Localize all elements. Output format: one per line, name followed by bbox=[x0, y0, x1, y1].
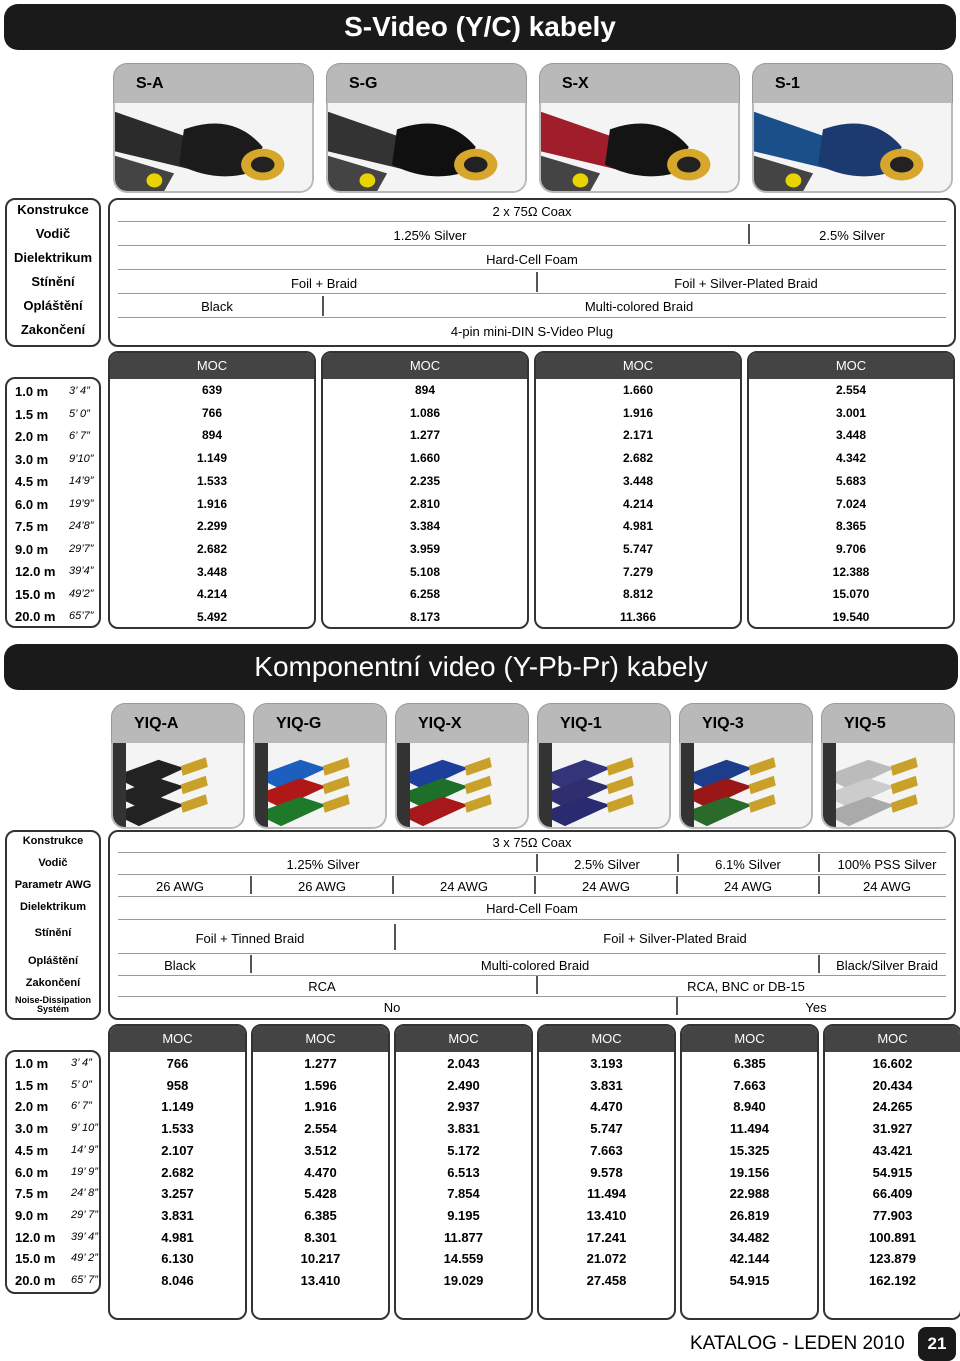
length-imperial: 39’ 4” bbox=[71, 1230, 98, 1243]
price-cell: 27.458 bbox=[586, 1273, 627, 1288]
svideo-vodic-b: 2.5% Silver bbox=[819, 228, 885, 243]
price-cell: 2.682 bbox=[161, 1164, 194, 1180]
price-cell: 15.070 bbox=[832, 587, 870, 602]
price-cell: 13.410 bbox=[300, 1273, 341, 1288]
price-cell: 16.602 bbox=[872, 1056, 913, 1071]
price-cell: 11.494 bbox=[729, 1121, 770, 1137]
length-imperial: 49’2” bbox=[69, 587, 94, 600]
price-cell: 19.029 bbox=[443, 1273, 484, 1288]
length-imperial: 6’ 7” bbox=[69, 430, 90, 442]
component-awg-cell: 24 AWG bbox=[863, 879, 911, 894]
price-cell: 100.891 bbox=[869, 1229, 916, 1245]
cv-tab-4 bbox=[679, 703, 813, 743]
price-cell: 4.470 bbox=[590, 1099, 623, 1115]
price-cell: 14.559 bbox=[443, 1251, 484, 1267]
cv-tab-0 bbox=[111, 703, 245, 743]
sv-tab-2 bbox=[539, 63, 740, 103]
length-metric: 1.5 m bbox=[15, 406, 49, 422]
length-imperial: 14’9” bbox=[69, 475, 94, 487]
sv-product-name: S-G bbox=[349, 75, 378, 92]
rca-connector-image bbox=[681, 743, 811, 827]
price-cell: 766 bbox=[166, 1056, 189, 1071]
page-number-badge bbox=[918, 1327, 956, 1361]
price-cell: 2.937 bbox=[447, 1099, 480, 1115]
spec-label: Konstrukce bbox=[22, 835, 84, 847]
component-spec-labels bbox=[5, 830, 101, 1020]
price-cell: 1.916 bbox=[622, 405, 654, 420]
price-cell: 10.217 bbox=[300, 1251, 341, 1267]
price-cell: 54.915 bbox=[729, 1273, 770, 1288]
sv-product-photo-3 bbox=[752, 103, 953, 193]
cv-tab-3 bbox=[537, 703, 671, 743]
price-cell: 4.981 bbox=[161, 1229, 194, 1245]
cv-product-photo-1 bbox=[253, 743, 387, 829]
moc-header: MOC bbox=[110, 1026, 245, 1052]
sv-product-photo-2 bbox=[539, 103, 740, 193]
price-cell: 6.130 bbox=[161, 1251, 194, 1267]
price-cell: 11.494 bbox=[586, 1186, 627, 1202]
price-cell: 8.301 bbox=[304, 1229, 337, 1245]
price-cell: 2.107 bbox=[161, 1142, 194, 1158]
price-cell: 1.596 bbox=[304, 1077, 337, 1093]
spec-label: Opláštění bbox=[23, 298, 83, 313]
price-cell: 11.366 bbox=[619, 610, 657, 624]
component-noise-b: Yes bbox=[805, 1000, 827, 1015]
cv-product-photo-5 bbox=[821, 743, 955, 829]
price-cell: 8.940 bbox=[733, 1099, 766, 1115]
length-metric: 9.0 m bbox=[15, 541, 49, 557]
svideo-spec-box bbox=[108, 198, 956, 347]
cv-product-name: YIQ-A bbox=[134, 715, 179, 732]
length-metric: 6.0 m bbox=[15, 496, 49, 512]
price-cell: 3.001 bbox=[835, 405, 867, 420]
price-cell: 1.149 bbox=[196, 451, 228, 466]
price-cell: 20.434 bbox=[872, 1077, 913, 1093]
price-cell: 2.299 bbox=[196, 519, 228, 534]
price-cell: 5.747 bbox=[622, 541, 654, 556]
price-cell: 894 bbox=[201, 428, 223, 443]
svideo-price-column-1 bbox=[321, 351, 529, 629]
price-cell: 3.831 bbox=[161, 1207, 194, 1223]
price-cell: 5.428 bbox=[304, 1186, 337, 1202]
rca-connector-image bbox=[113, 743, 243, 827]
price-cell: 1.660 bbox=[409, 451, 441, 466]
sv-product-name: S-X bbox=[562, 75, 589, 92]
price-cell: 5.492 bbox=[196, 610, 228, 624]
price-cell: 7.279 bbox=[622, 564, 654, 579]
price-cell: 7.854 bbox=[447, 1186, 480, 1202]
moc-header: MOC bbox=[110, 353, 314, 379]
length-metric: 3.0 m bbox=[15, 1121, 49, 1137]
spec-label: Zakončení bbox=[20, 322, 86, 337]
price-cell: 2.810 bbox=[409, 496, 441, 511]
length-imperial: 3’ 4” bbox=[69, 385, 90, 397]
component-price-column-0 bbox=[108, 1024, 247, 1320]
component-spec-box bbox=[108, 830, 956, 1020]
length-metric: 15.0 m bbox=[15, 1251, 56, 1267]
cv-product-photo-3 bbox=[537, 743, 671, 829]
sv-tab-3 bbox=[752, 63, 953, 103]
price-cell: 11.877 bbox=[443, 1229, 484, 1245]
length-imperial: 24’ 8” bbox=[71, 1187, 98, 1200]
price-cell: 3.831 bbox=[590, 1077, 623, 1093]
cv-product-name: YIQ-1 bbox=[560, 715, 602, 732]
length-imperial: 29’ 7” bbox=[71, 1208, 98, 1221]
price-cell: 958 bbox=[166, 1077, 189, 1093]
price-cell: 7.663 bbox=[733, 1077, 766, 1093]
price-cell: 43.421 bbox=[872, 1142, 913, 1158]
svideo-lengths bbox=[5, 377, 101, 628]
cv-tab-5 bbox=[821, 703, 955, 743]
svideo-price-column-2 bbox=[534, 351, 742, 629]
component-zakonceni-b: RCA, BNC or DB-15 bbox=[687, 979, 805, 994]
price-cell: 6.513 bbox=[447, 1164, 480, 1180]
price-cell: 54.915 bbox=[872, 1164, 913, 1180]
price-cell: 3.448 bbox=[196, 564, 228, 579]
price-cell: 8.173 bbox=[409, 610, 441, 624]
spec-label: Zakončení bbox=[25, 977, 81, 989]
price-cell: 5.683 bbox=[835, 473, 867, 488]
svideo-zakonceni: 4-pin mini-DIN S-Video Plug bbox=[450, 324, 614, 339]
length-imperial: 5’ 0” bbox=[69, 407, 90, 420]
price-cell: 3.193 bbox=[590, 1056, 623, 1071]
price-cell: 9.706 bbox=[835, 541, 867, 556]
length-imperial: 65’ 7” bbox=[71, 1274, 98, 1286]
price-cell: 1.916 bbox=[304, 1099, 337, 1115]
price-cell: 7.663 bbox=[590, 1142, 623, 1158]
price-cell: 6.385 bbox=[304, 1207, 337, 1223]
component-awg-cell: 26 AWG bbox=[298, 879, 346, 894]
component-price-column-4 bbox=[680, 1024, 819, 1320]
length-imperial: 29’7” bbox=[69, 542, 94, 555]
spec-label: Vodič bbox=[35, 226, 71, 241]
length-imperial: 9’ 10” bbox=[71, 1122, 98, 1135]
svideo-connector-image bbox=[541, 103, 738, 191]
price-cell: 34.482 bbox=[729, 1229, 770, 1245]
price-cell: 22.988 bbox=[729, 1186, 770, 1202]
component-noise-a: No bbox=[383, 1000, 401, 1015]
price-cell: 3.959 bbox=[409, 541, 441, 556]
length-imperial: 3’ 4” bbox=[71, 1057, 92, 1069]
spec-label: Dielektrikum bbox=[13, 250, 93, 265]
length-metric: 20.0 m bbox=[15, 1273, 56, 1288]
length-metric: 7.5 m bbox=[15, 519, 49, 534]
svideo-connector-image bbox=[115, 103, 312, 191]
price-cell: 5.747 bbox=[590, 1121, 623, 1137]
moc-header: MOC bbox=[253, 1026, 388, 1052]
price-cell: 3.257 bbox=[161, 1186, 194, 1202]
component-vodic-1: 1.25% Silver bbox=[286, 857, 360, 872]
svideo-spec-labels bbox=[5, 198, 101, 347]
price-cell: 2.043 bbox=[447, 1056, 480, 1071]
price-cell: 21.072 bbox=[586, 1251, 627, 1267]
cv-product-name: YIQ-G bbox=[276, 715, 322, 732]
component-awg-cell: 24 AWG bbox=[582, 879, 630, 894]
component-awg-cell: 26 AWG bbox=[156, 879, 204, 894]
spec-label: Stínění bbox=[34, 927, 72, 939]
component-price-column-1 bbox=[251, 1024, 390, 1320]
price-cell: 2.235 bbox=[409, 473, 441, 488]
price-cell: 2.490 bbox=[447, 1077, 480, 1093]
price-cell: 1.533 bbox=[196, 473, 228, 488]
length-metric: 20.0 m bbox=[15, 609, 56, 624]
price-cell: 1.149 bbox=[161, 1099, 194, 1115]
moc-header: MOC bbox=[682, 1026, 817, 1052]
price-cell: 4.214 bbox=[622, 496, 654, 511]
length-imperial: 14’ 9” bbox=[71, 1143, 98, 1156]
spec-label: Konstrukce bbox=[17, 202, 89, 217]
sv-product-photo-1 bbox=[326, 103, 527, 193]
spec-label: Vodič bbox=[38, 857, 68, 869]
length-imperial: 49’ 2” bbox=[71, 1252, 98, 1265]
component-awg-cell: 24 AWG bbox=[440, 879, 488, 894]
price-cell: 766 bbox=[201, 405, 223, 420]
price-cell: 12.388 bbox=[832, 564, 870, 579]
cv-product-photo-4 bbox=[679, 743, 813, 829]
price-cell: 26.819 bbox=[729, 1207, 770, 1223]
price-cell: 2.554 bbox=[835, 383, 867, 397]
price-cell: 19.540 bbox=[832, 610, 870, 624]
length-metric: 12.0 m bbox=[15, 1229, 56, 1245]
length-metric: 4.5 m bbox=[15, 1142, 49, 1158]
length-metric: 4.5 m bbox=[15, 474, 49, 489]
cv-product-photo-2 bbox=[395, 743, 529, 829]
price-cell: 2.171 bbox=[622, 428, 654, 443]
cv-product-name: YIQ-3 bbox=[702, 715, 744, 732]
price-cell: 2.554 bbox=[304, 1121, 337, 1137]
component-oplasteni-c: Black/Silver Braid bbox=[836, 958, 938, 973]
spec-label: Opláštění bbox=[27, 955, 79, 967]
svideo-dielektrikum: Hard-Cell Foam bbox=[486, 252, 578, 267]
component-stineni-a: Foil + Tinned Braid bbox=[195, 931, 305, 946]
component-konstrukce: 3 x 75Ω Coax bbox=[492, 835, 572, 850]
price-cell: 3.512 bbox=[304, 1142, 337, 1158]
price-cell: 639 bbox=[201, 383, 223, 397]
length-metric: 12.0 m bbox=[15, 564, 56, 579]
svideo-connector-image bbox=[328, 103, 525, 191]
length-imperial: 24’8” bbox=[69, 520, 94, 532]
price-cell: 5.172 bbox=[447, 1142, 480, 1158]
cv-tab-1 bbox=[253, 703, 387, 743]
length-imperial: 65’7” bbox=[69, 610, 94, 622]
length-imperial: 6’ 7” bbox=[71, 1100, 92, 1113]
price-cell: 13.410 bbox=[586, 1207, 627, 1223]
length-metric: 7.5 m bbox=[15, 1186, 49, 1202]
price-cell: 8.046 bbox=[161, 1273, 194, 1288]
price-cell: 42.144 bbox=[729, 1251, 770, 1267]
component-vodic-3: 6.1% Silver bbox=[715, 857, 781, 872]
spec-label: Noise-Dissipation Systém bbox=[14, 995, 91, 1015]
length-metric: 1.5 m bbox=[15, 1077, 49, 1093]
price-cell: 1.277 bbox=[409, 428, 441, 443]
component-zakonceni-a: RCA bbox=[308, 979, 336, 994]
moc-header: MOC bbox=[396, 1026, 531, 1052]
sv-tab-1 bbox=[326, 63, 527, 103]
price-cell: 123.879 bbox=[869, 1251, 916, 1267]
cv-product-name: YIQ-5 bbox=[844, 715, 886, 732]
price-cell: 894 bbox=[414, 383, 436, 397]
sv-product-photo-0 bbox=[113, 103, 314, 193]
component-price-column-5 bbox=[823, 1024, 960, 1320]
moc-header: MOC bbox=[825, 1026, 960, 1052]
moc-header: MOC bbox=[539, 1026, 674, 1052]
svideo-title: S-Video (Y/C) kabely bbox=[344, 11, 616, 42]
component-stineni-b: Foil + Silver-Plated Braid bbox=[603, 931, 747, 946]
price-cell: 162.192 bbox=[869, 1273, 916, 1288]
length-metric: 2.0 m bbox=[15, 1099, 49, 1115]
rca-connector-image bbox=[255, 743, 385, 827]
spec-label: Stínění bbox=[31, 274, 75, 289]
length-metric: 1.0 m bbox=[15, 384, 49, 399]
length-imperial: 19’ 9” bbox=[71, 1165, 98, 1178]
price-cell: 24.265 bbox=[872, 1099, 913, 1115]
page-number: 21 bbox=[927, 1334, 947, 1353]
cv-tab-2 bbox=[395, 703, 529, 743]
moc-header: MOC bbox=[749, 353, 953, 379]
component-vodic-2: 2.5% Silver bbox=[574, 857, 640, 872]
svideo-price-column-3 bbox=[747, 351, 955, 629]
cv-product-name: YIQ-X bbox=[418, 715, 462, 732]
svideo-title-banner bbox=[4, 4, 956, 50]
length-imperial: 39’4” bbox=[69, 565, 94, 577]
price-cell: 2.682 bbox=[196, 541, 228, 556]
price-cell: 3.448 bbox=[835, 428, 867, 443]
svideo-oplasteni-a: Black bbox=[201, 299, 233, 314]
svideo-konstrukce: 2 x 75Ω Coax bbox=[492, 204, 572, 219]
sv-product-name: S-1 bbox=[775, 75, 800, 92]
length-metric: 9.0 m bbox=[15, 1207, 49, 1223]
rca-connector-image bbox=[539, 743, 669, 827]
component-awg-cell: 24 AWG bbox=[724, 879, 772, 894]
price-cell: 1.916 bbox=[196, 496, 228, 511]
price-cell: 1.277 bbox=[304, 1056, 337, 1071]
length-metric: 15.0 m bbox=[15, 586, 56, 602]
length-metric: 2.0 m bbox=[15, 429, 49, 444]
price-cell: 8.365 bbox=[835, 519, 867, 534]
component-oplasteni-b: Multi-colored Braid bbox=[480, 958, 590, 973]
price-cell: 66.409 bbox=[872, 1186, 913, 1202]
spec-label: Parametr AWG bbox=[14, 879, 92, 891]
price-cell: 4.342 bbox=[835, 451, 867, 466]
spec-label: Dielektrikum bbox=[19, 901, 87, 913]
sv-tab-0 bbox=[113, 63, 314, 103]
price-cell: 17.241 bbox=[586, 1229, 627, 1245]
length-imperial: 9’10” bbox=[69, 452, 94, 465]
component-price-column-3 bbox=[537, 1024, 676, 1320]
price-cell: 1.533 bbox=[161, 1121, 194, 1137]
price-cell: 19.156 bbox=[729, 1164, 770, 1180]
svideo-stineni-b: Foil + Silver-Plated Braid bbox=[674, 276, 818, 291]
length-metric: 1.0 m bbox=[15, 1056, 49, 1071]
price-cell: 5.108 bbox=[409, 564, 441, 579]
component-price-column-2 bbox=[394, 1024, 533, 1320]
price-cell: 2.682 bbox=[622, 451, 654, 466]
price-cell: 6.385 bbox=[733, 1056, 766, 1071]
length-imperial: 5’ 0” bbox=[71, 1078, 92, 1091]
price-cell: 9.578 bbox=[590, 1164, 623, 1180]
component-oplasteni-a: Black bbox=[164, 958, 196, 973]
price-cell: 1.086 bbox=[409, 405, 441, 420]
price-cell: 4.470 bbox=[304, 1164, 337, 1180]
cv-product-photo-0 bbox=[111, 743, 245, 829]
component-vodic-4: 100% PSS Silver bbox=[837, 857, 937, 872]
price-cell: 77.903 bbox=[872, 1207, 913, 1223]
price-cell: 4.214 bbox=[196, 587, 228, 602]
length-imperial: 19’9” bbox=[69, 497, 94, 510]
rca-connector-image bbox=[397, 743, 527, 827]
svideo-vodic-a: 1.25% Silver bbox=[393, 228, 467, 243]
svideo-oplasteni-b: Multi-colored Braid bbox=[584, 299, 694, 314]
price-cell: 6.258 bbox=[409, 587, 441, 602]
component-title-banner bbox=[4, 644, 958, 690]
svideo-stineni-a: Foil + Braid bbox=[290, 276, 358, 291]
component-lengths bbox=[5, 1050, 101, 1294]
svideo-connector-image bbox=[754, 103, 951, 191]
price-cell: 3.831 bbox=[447, 1121, 480, 1137]
price-cell: 3.384 bbox=[409, 519, 441, 534]
price-cell: 9.195 bbox=[447, 1207, 480, 1223]
price-cell: 3.448 bbox=[622, 473, 654, 488]
component-title: Komponentní video (Y-Pb-Pr) kabely bbox=[254, 651, 708, 682]
component-dielektrikum: Hard-Cell Foam bbox=[486, 901, 578, 916]
moc-header: MOC bbox=[536, 353, 740, 379]
price-cell: 4.981 bbox=[622, 519, 654, 534]
moc-header: MOC bbox=[323, 353, 527, 379]
price-cell: 31.927 bbox=[872, 1121, 913, 1137]
length-metric: 3.0 m bbox=[15, 451, 49, 467]
length-metric: 6.0 m bbox=[15, 1164, 49, 1180]
price-cell: 1.660 bbox=[622, 383, 654, 397]
price-cell: 8.812 bbox=[622, 587, 654, 602]
footer-catalog: KATALOG - LEDEN 2010 bbox=[690, 1333, 905, 1354]
price-cell: 7.024 bbox=[835, 496, 867, 511]
sv-product-name: S-A bbox=[136, 75, 164, 92]
svideo-price-column-0 bbox=[108, 351, 316, 629]
rca-connector-image bbox=[823, 743, 953, 827]
price-cell: 15.325 bbox=[729, 1142, 770, 1158]
